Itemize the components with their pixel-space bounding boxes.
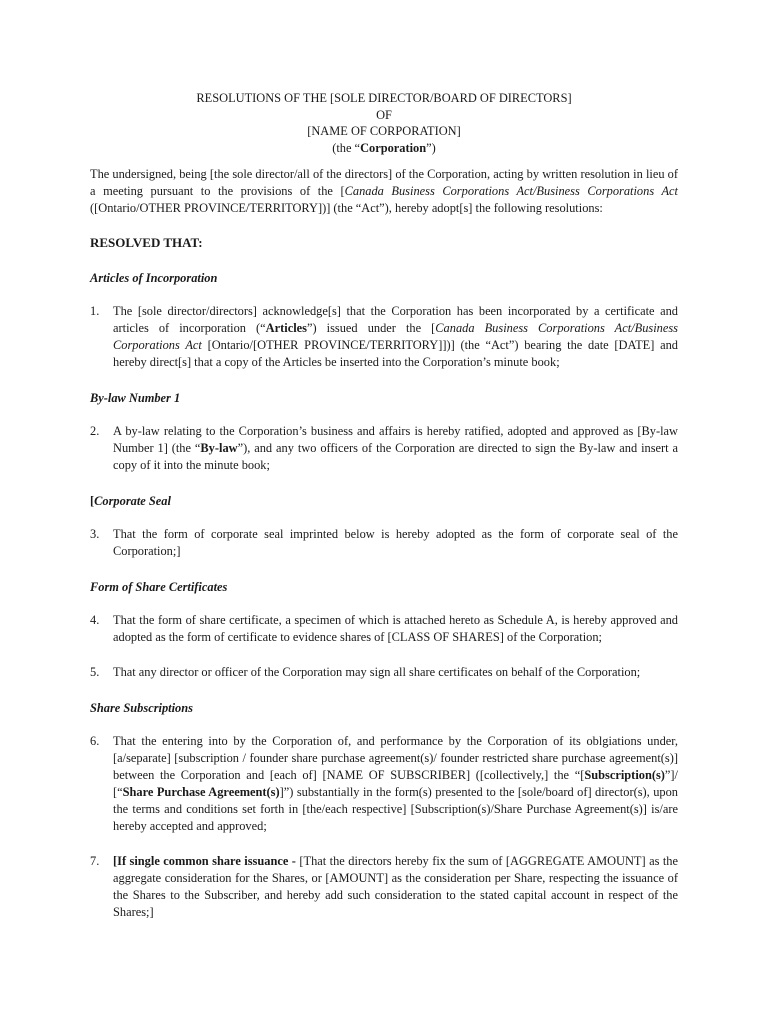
resolution-item (90, 303, 678, 371)
seal-heading-text: Corporate Seal (94, 494, 171, 508)
item-text-part: The [sole director/directors] acknowledge[s] that the Corporation has been incorporated by a certificate and articles of incorporation (“ (113, 304, 678, 335)
item-text (113, 733, 678, 835)
title-line-3: [NAME OF CORPORATION] (307, 124, 461, 138)
intro-act-name: Canada Business Corporations Act/Business Corporations Act (344, 184, 679, 198)
resolution-item (90, 664, 678, 681)
item-text (113, 423, 678, 474)
item-text (113, 853, 678, 921)
resolution-item (90, 526, 678, 560)
item-text: That any director or officer of the Corporation may sign all share certificates on behalf of the Corporation; (113, 665, 641, 679)
item-number: 2. (90, 424, 100, 438)
item-text-part: ”]/ [“ (113, 768, 678, 799)
intro-text-1: The undersigned, being [the sole director/all of the directors] of the Corporation, acting by written resolution in lieu of a meeting pursuant to the provisions of the [ (90, 167, 678, 198)
document-header (90, 90, 678, 156)
intro-paragraph (90, 166, 678, 217)
section-heading-share-subscriptions: Share Subscriptions (90, 701, 193, 715)
item-number: 4. (90, 613, 100, 627)
title-defined-pre: (the “ (332, 140, 361, 155)
item-text-part: [That the directors hereby fix the sum of [AGGREGATE AMOUNT] as the aggregate consideration for the Shares, or [AMOUNT] as the consideration per Share, respecting the issuance of the Shares to the Subscriber, and hereby add such consideration to the stated capital account in respect of the Shares;] (113, 854, 678, 919)
title-defined-post: ”) (426, 140, 436, 155)
title-line-4 (90, 140, 678, 157)
resolution-item (90, 733, 678, 835)
item-text-part: That the entering into by the Corporation of, and performance by the Corporation of its oblgiations under, [a/separate] [subscription / founder share purchase agreement(s)/ founder restricted share purchase agreement(s)] between the Corporation and [each of] [NAME OF SUBSCRIBER] ([collectively,] the “[ (113, 734, 678, 782)
item-number: 1. (90, 304, 100, 318)
section-heading-seal (90, 494, 678, 509)
resolution-item (90, 423, 678, 474)
item-number: 5. (90, 665, 100, 679)
item-number: 7. (90, 854, 100, 868)
section-heading-share-certificates: Form of Share Certificates (90, 580, 228, 594)
resolution-item (90, 612, 678, 646)
resolved-heading: RESOLVED THAT: (90, 235, 203, 250)
intro-text-2: ([Ontario/OTHER PROVINCE/TERRITORY])] (the “Act”), hereby adopt[s] the following resolutions: (90, 201, 603, 215)
title-defined-term: Corporation (360, 140, 427, 155)
defined-term: Subscription(s) (584, 768, 665, 782)
resolution-item (90, 853, 678, 921)
title-line-2: OF (376, 107, 392, 122)
defined-term: Share Purchase Agreement(s) (122, 785, 280, 799)
item-text (113, 303, 678, 371)
item-number: 6. (90, 734, 100, 748)
item-text-part: ”), and any two officers of the Corporation are directed to sign the By-law and insert a copy of it into the minute book; (113, 441, 679, 472)
section-heading-bylaw: By-law Number 1 (90, 391, 181, 405)
item-text-part: ”) issued under the [ (306, 321, 436, 335)
item-text: That the form of corporate seal imprinted below is hereby adopted as the form of corporate seal of the Corporation;] (113, 527, 678, 558)
act-name: Canada Business Corporations Act/Business Corporations Act (113, 321, 678, 352)
title-line-1: RESOLUTIONS OF THE [SOLE DIRECTOR/BOARD OF DIRECTORS] (196, 91, 572, 105)
item-text-part: A by-law relating to the Corporation’s business and affairs is hereby ratified, adopted and approved as [By-law Number 1] (the “ (113, 424, 678, 455)
drafting-note: [If single common share issuance - (113, 854, 300, 868)
defined-term: Articles (265, 321, 307, 335)
item-text-part: ]”) substantially in the form(s) presented to the [sole/board of] director(s), upon the terms and conditions set forth in [the/each respective] [Subscription(s)/Share Purchase Agreement(s)] is/are hereby accepted and approved; (113, 785, 678, 833)
defined-term: By-law (200, 441, 238, 455)
item-text-part: [Ontario/[OTHER PROVINCE/TERRITORY]])] (the “Act”) bearing the date [DATE] and hereby direct[s] that a copy of the Articles be inserted into the Corporation’s minute book; (113, 338, 678, 369)
seal-bracket: [ (90, 494, 95, 508)
section-heading-articles: Articles of Incorporation (90, 271, 218, 285)
item-text: That the form of share certificate, a specimen of which is attached hereto as Schedule A, is hereby approved and adopted as the form of certificate to evidence shares of [CLASS OF SHARES] of the Corporation; (113, 613, 678, 644)
item-number: 3. (90, 527, 100, 541)
